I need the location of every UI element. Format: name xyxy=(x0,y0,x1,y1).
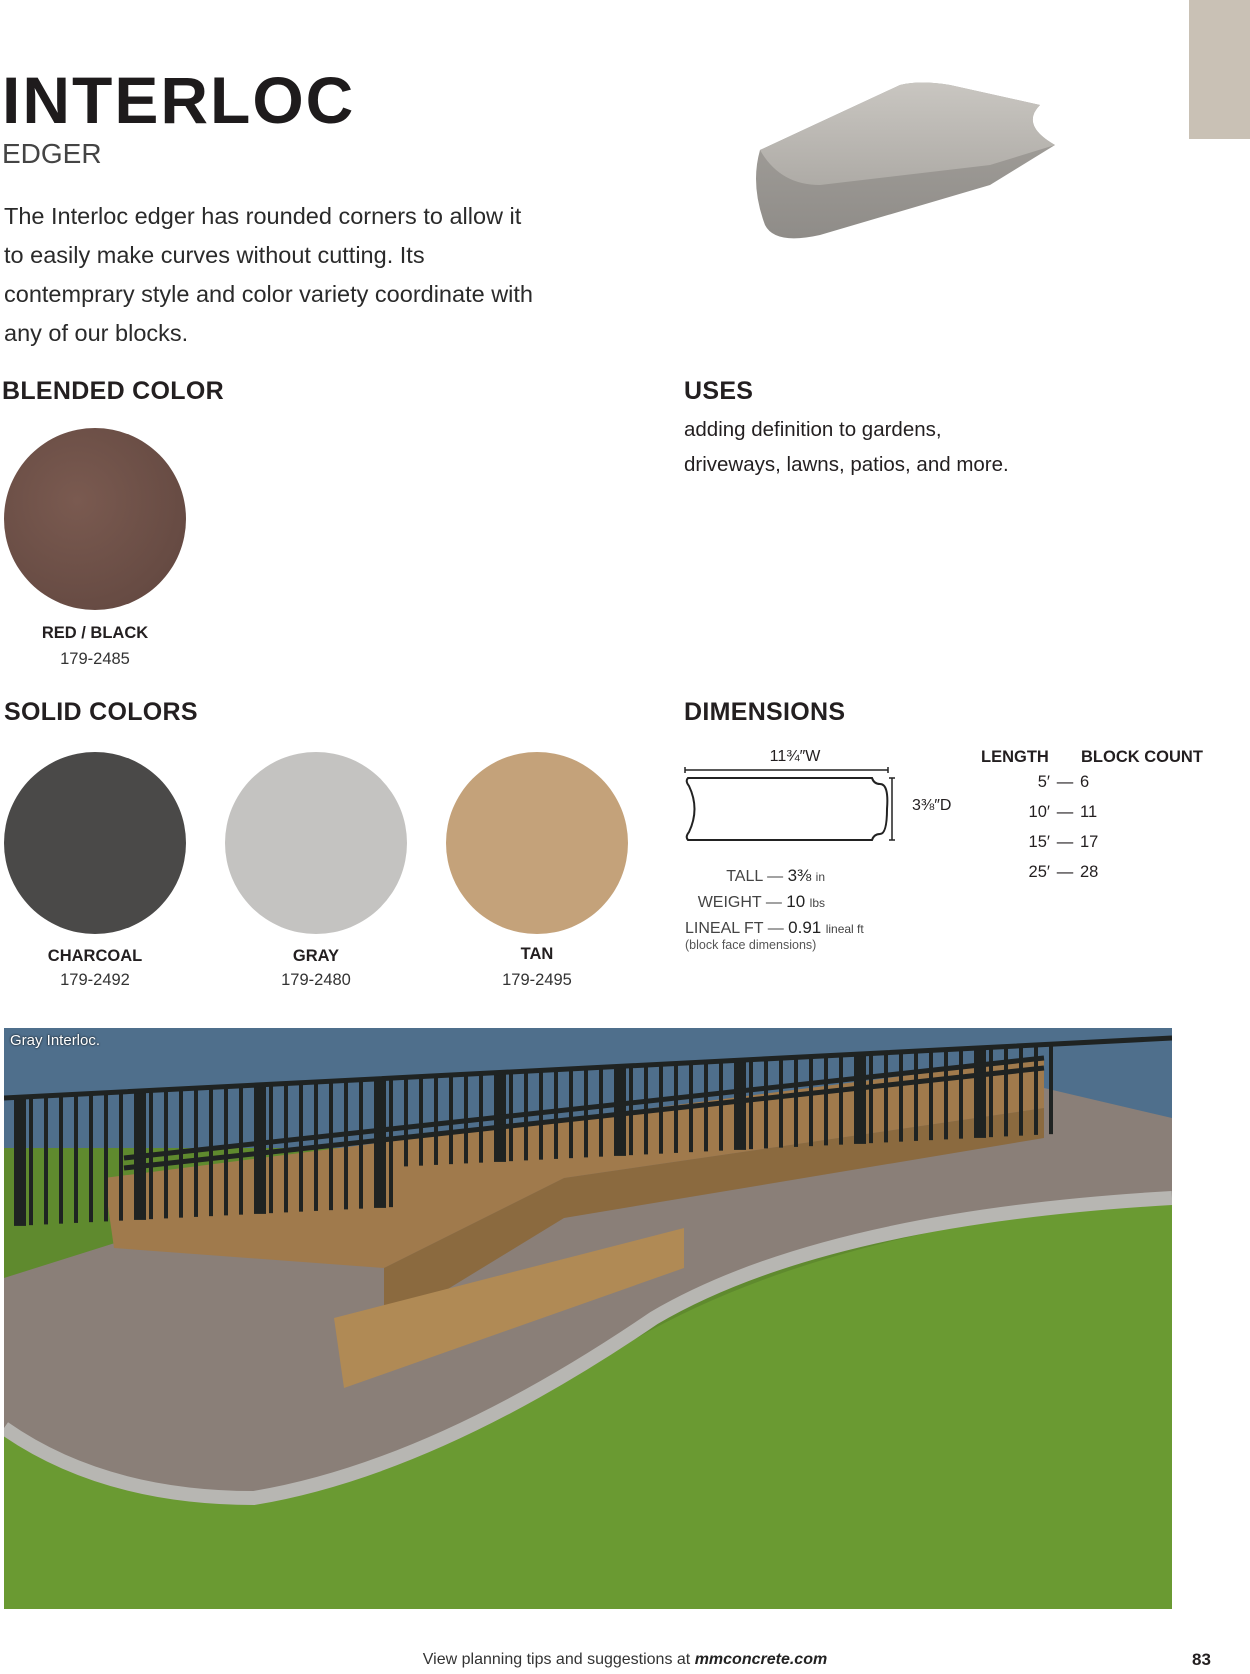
uses-heading: USES xyxy=(684,377,754,405)
swatch-name: GRAY xyxy=(292,947,340,965)
fence-baluster xyxy=(434,1075,438,1165)
page-subtitle: EDGER xyxy=(2,138,102,169)
fence-baluster xyxy=(959,1049,963,1139)
product-description: The Interloc edger has rounded corners to allow it to easily make curves without cutting. Its contemprary style and color variety coordinate with any of our blocks. xyxy=(4,203,533,346)
fence-baluster xyxy=(224,1085,228,1215)
fence-baluster xyxy=(614,1066,626,1156)
fence-baluster xyxy=(59,1094,63,1224)
fence-baluster xyxy=(914,1051,918,1141)
fence-baluster xyxy=(764,1058,768,1148)
fence-baluster xyxy=(869,1053,873,1143)
page-title: INTERLOC xyxy=(2,63,356,137)
fence-baluster xyxy=(599,1067,603,1157)
fence-baluster xyxy=(239,1085,243,1215)
swatch-red-black xyxy=(4,428,186,610)
website-link[interactable]: mmconcrete.com xyxy=(694,1651,828,1668)
spec-weight: WEIGHT — 10 lbs xyxy=(697,892,825,911)
fence-baluster xyxy=(14,1096,26,1226)
depth-label: 3⅜″D xyxy=(912,797,952,814)
fence-baluster xyxy=(794,1057,798,1147)
width-label: 11¾″W xyxy=(769,748,821,765)
fence-baluster xyxy=(269,1083,273,1213)
spec-lineal: LINEAL FT — 0.91 lineal ft xyxy=(685,918,864,937)
swatch-name: RED / BLACK xyxy=(41,624,149,642)
length-header: LENGTH xyxy=(981,748,1049,766)
fence-baluster xyxy=(824,1055,828,1145)
fence-baluster xyxy=(584,1067,588,1157)
fence-baluster xyxy=(884,1052,888,1142)
fence-baluster xyxy=(899,1052,903,1142)
fence-baluster xyxy=(554,1069,558,1159)
fence-baluster xyxy=(284,1082,288,1212)
solid-colors-heading: SOLID COLORS xyxy=(4,698,198,726)
block-count-table xyxy=(1000,773,1098,893)
section-tab xyxy=(1189,0,1250,139)
swatch-charcoal xyxy=(4,752,186,934)
block-count-header: BLOCK COUNT xyxy=(1081,748,1203,766)
swatch-tan xyxy=(446,752,628,934)
fence-baluster xyxy=(839,1055,843,1145)
fence-baluster xyxy=(29,1095,33,1225)
uses-text: adding definition to gardens, driveways, lawns, patios, and more. xyxy=(684,418,1009,476)
fence-baluster xyxy=(944,1049,948,1139)
fence-baluster xyxy=(779,1058,783,1148)
fence-baluster xyxy=(74,1093,78,1223)
photo-caption: Gray Interloc. xyxy=(10,1032,101,1049)
fence-baluster xyxy=(44,1094,48,1224)
fence-baluster xyxy=(119,1091,123,1221)
fence-baluster xyxy=(419,1076,423,1166)
table-row: 10′ — 11 xyxy=(1028,803,1098,821)
fence-baluster xyxy=(1049,1044,1053,1134)
fence-baluster xyxy=(974,1048,986,1138)
dimension-note: (block face dimensions) xyxy=(685,938,817,952)
swatch-code: 179-2480 xyxy=(281,971,351,989)
swatch-name: TAN xyxy=(520,945,554,963)
footer: View planning tips and suggestions at mmconcrete.com xyxy=(422,1651,828,1668)
dimensions-heading: DIMENSIONS xyxy=(684,698,846,726)
fence-baluster xyxy=(569,1068,573,1158)
spec-tall: TALL — 3⅜ in xyxy=(726,866,825,885)
table-row: 25′ — 28 xyxy=(1028,863,1099,881)
blended-color-heading: BLENDED COLOR xyxy=(2,377,224,405)
fence-baluster xyxy=(89,1092,93,1222)
fence-baluster xyxy=(809,1056,813,1146)
fence-baluster xyxy=(104,1091,108,1221)
fence-baluster xyxy=(629,1065,633,1155)
table-row: 5′ — 6 xyxy=(1037,773,1090,791)
fence-baluster xyxy=(989,1047,993,1137)
swatch-code: 179-2495 xyxy=(502,971,572,989)
swatch-code: 179-2492 xyxy=(60,971,130,989)
deck-photo xyxy=(4,1028,1172,1609)
fence-baluster xyxy=(854,1054,866,1144)
page-number: 83 xyxy=(1192,1650,1211,1669)
fence-baluster xyxy=(929,1050,933,1140)
fence-baluster xyxy=(254,1084,266,1214)
fence-baluster xyxy=(749,1059,753,1149)
swatch-gray xyxy=(225,752,407,934)
table-row: 15′ — 17 xyxy=(1028,833,1099,851)
fence-baluster xyxy=(449,1074,453,1164)
block-profile-diagram xyxy=(682,764,898,846)
fence-baluster xyxy=(404,1076,408,1166)
fence-baluster xyxy=(734,1060,746,1150)
product-image xyxy=(720,75,1062,262)
swatch-code: 179-2485 xyxy=(60,650,130,668)
fence-baluster xyxy=(389,1077,393,1207)
swatch-name: CHARCOAL xyxy=(47,947,143,965)
